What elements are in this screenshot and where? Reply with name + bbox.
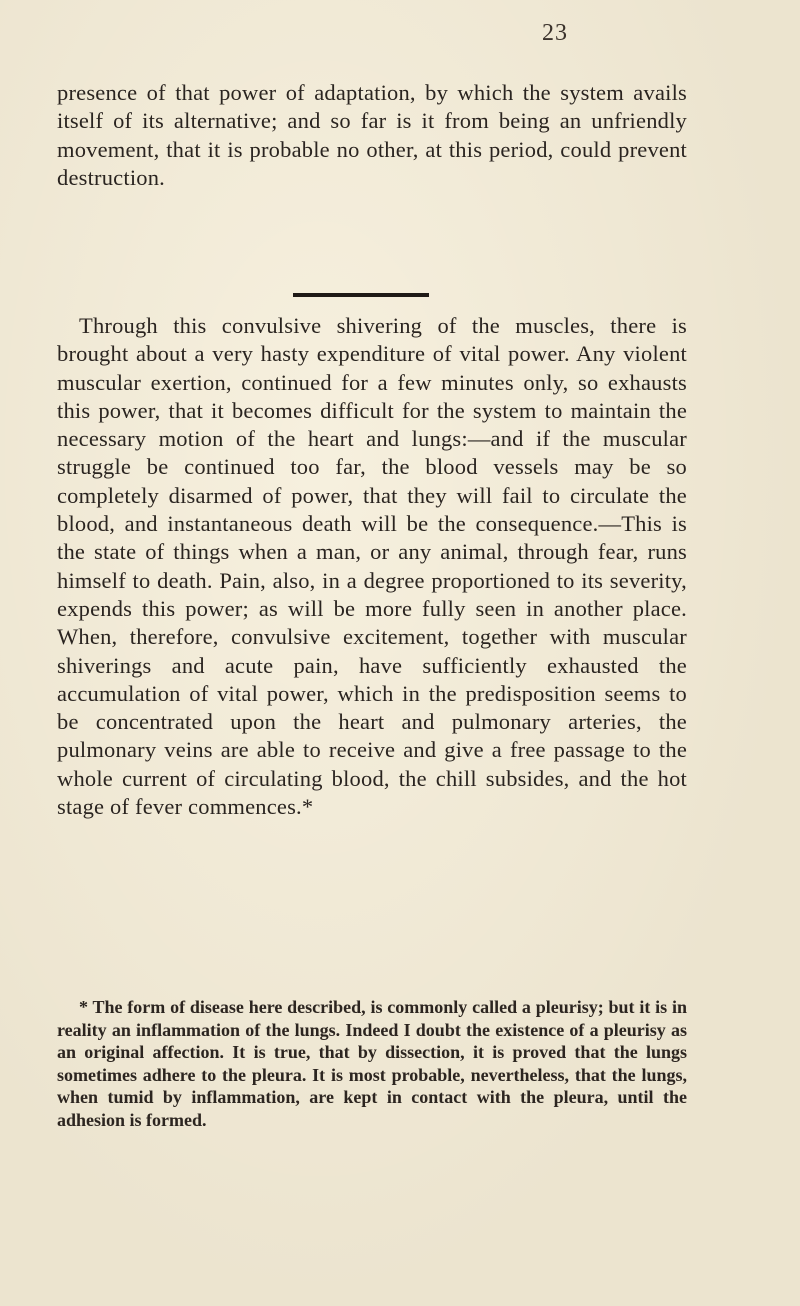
paragraph-main: Through this convulsive shivering of the muscles, there is brought about a very hasty expenditure of vital power. Any violent muscular exertion, continued for a few minutes only, so exhausts this power, that it becomes difficult for the system to maintain the necessary motion of the heart and lungs:—and if the muscular struggle be continued too far, the blood vessels may be so completely disarmed of power, that they will fail to circulate the blood, and instantaneous death will be the consequence.—This is the state of things when a man, or any animal, through fear, runs himself to death. Pain, also, in a degree proportioned to its severity, expends this power; as will be more fully seen in another place. When, therefore, convulsive excitement, together with muscular shiverings and acute pain, have sufficiently exhausted the accumulation of vital power, which in the predisposition seems to be concentrated upon the heart and pulmonary arteries, the pulmonary veins are able to receive and give a free passage to the whole current of circulating blood, the chill subsides, and the hot stage of fever commences.*: [57, 313, 687, 820]
page-number: 23: [542, 20, 568, 46]
section-divider: [293, 293, 429, 297]
paragraph-continuation: presence of that power of adaptation, by which the system avails itself of its alternative; and so far is it from being an unfriendly movement, that it is probable no other, at this period, could prevent destruction.: [57, 80, 687, 190]
footnote: * The form of disease here described, is commonly called a pleurisy; but it is in reality an inflammation of the lungs. Indeed I doubt the existence of a pleurisy as an original affection. It is true, that by dissection, it is proved that the lungs sometimes adhere to the pleura. It is most probable, nevertheless, that the lungs, when tumid by inflammation, are kept in contact with the pleura, until the adhesion is formed.: [57, 997, 687, 1130]
